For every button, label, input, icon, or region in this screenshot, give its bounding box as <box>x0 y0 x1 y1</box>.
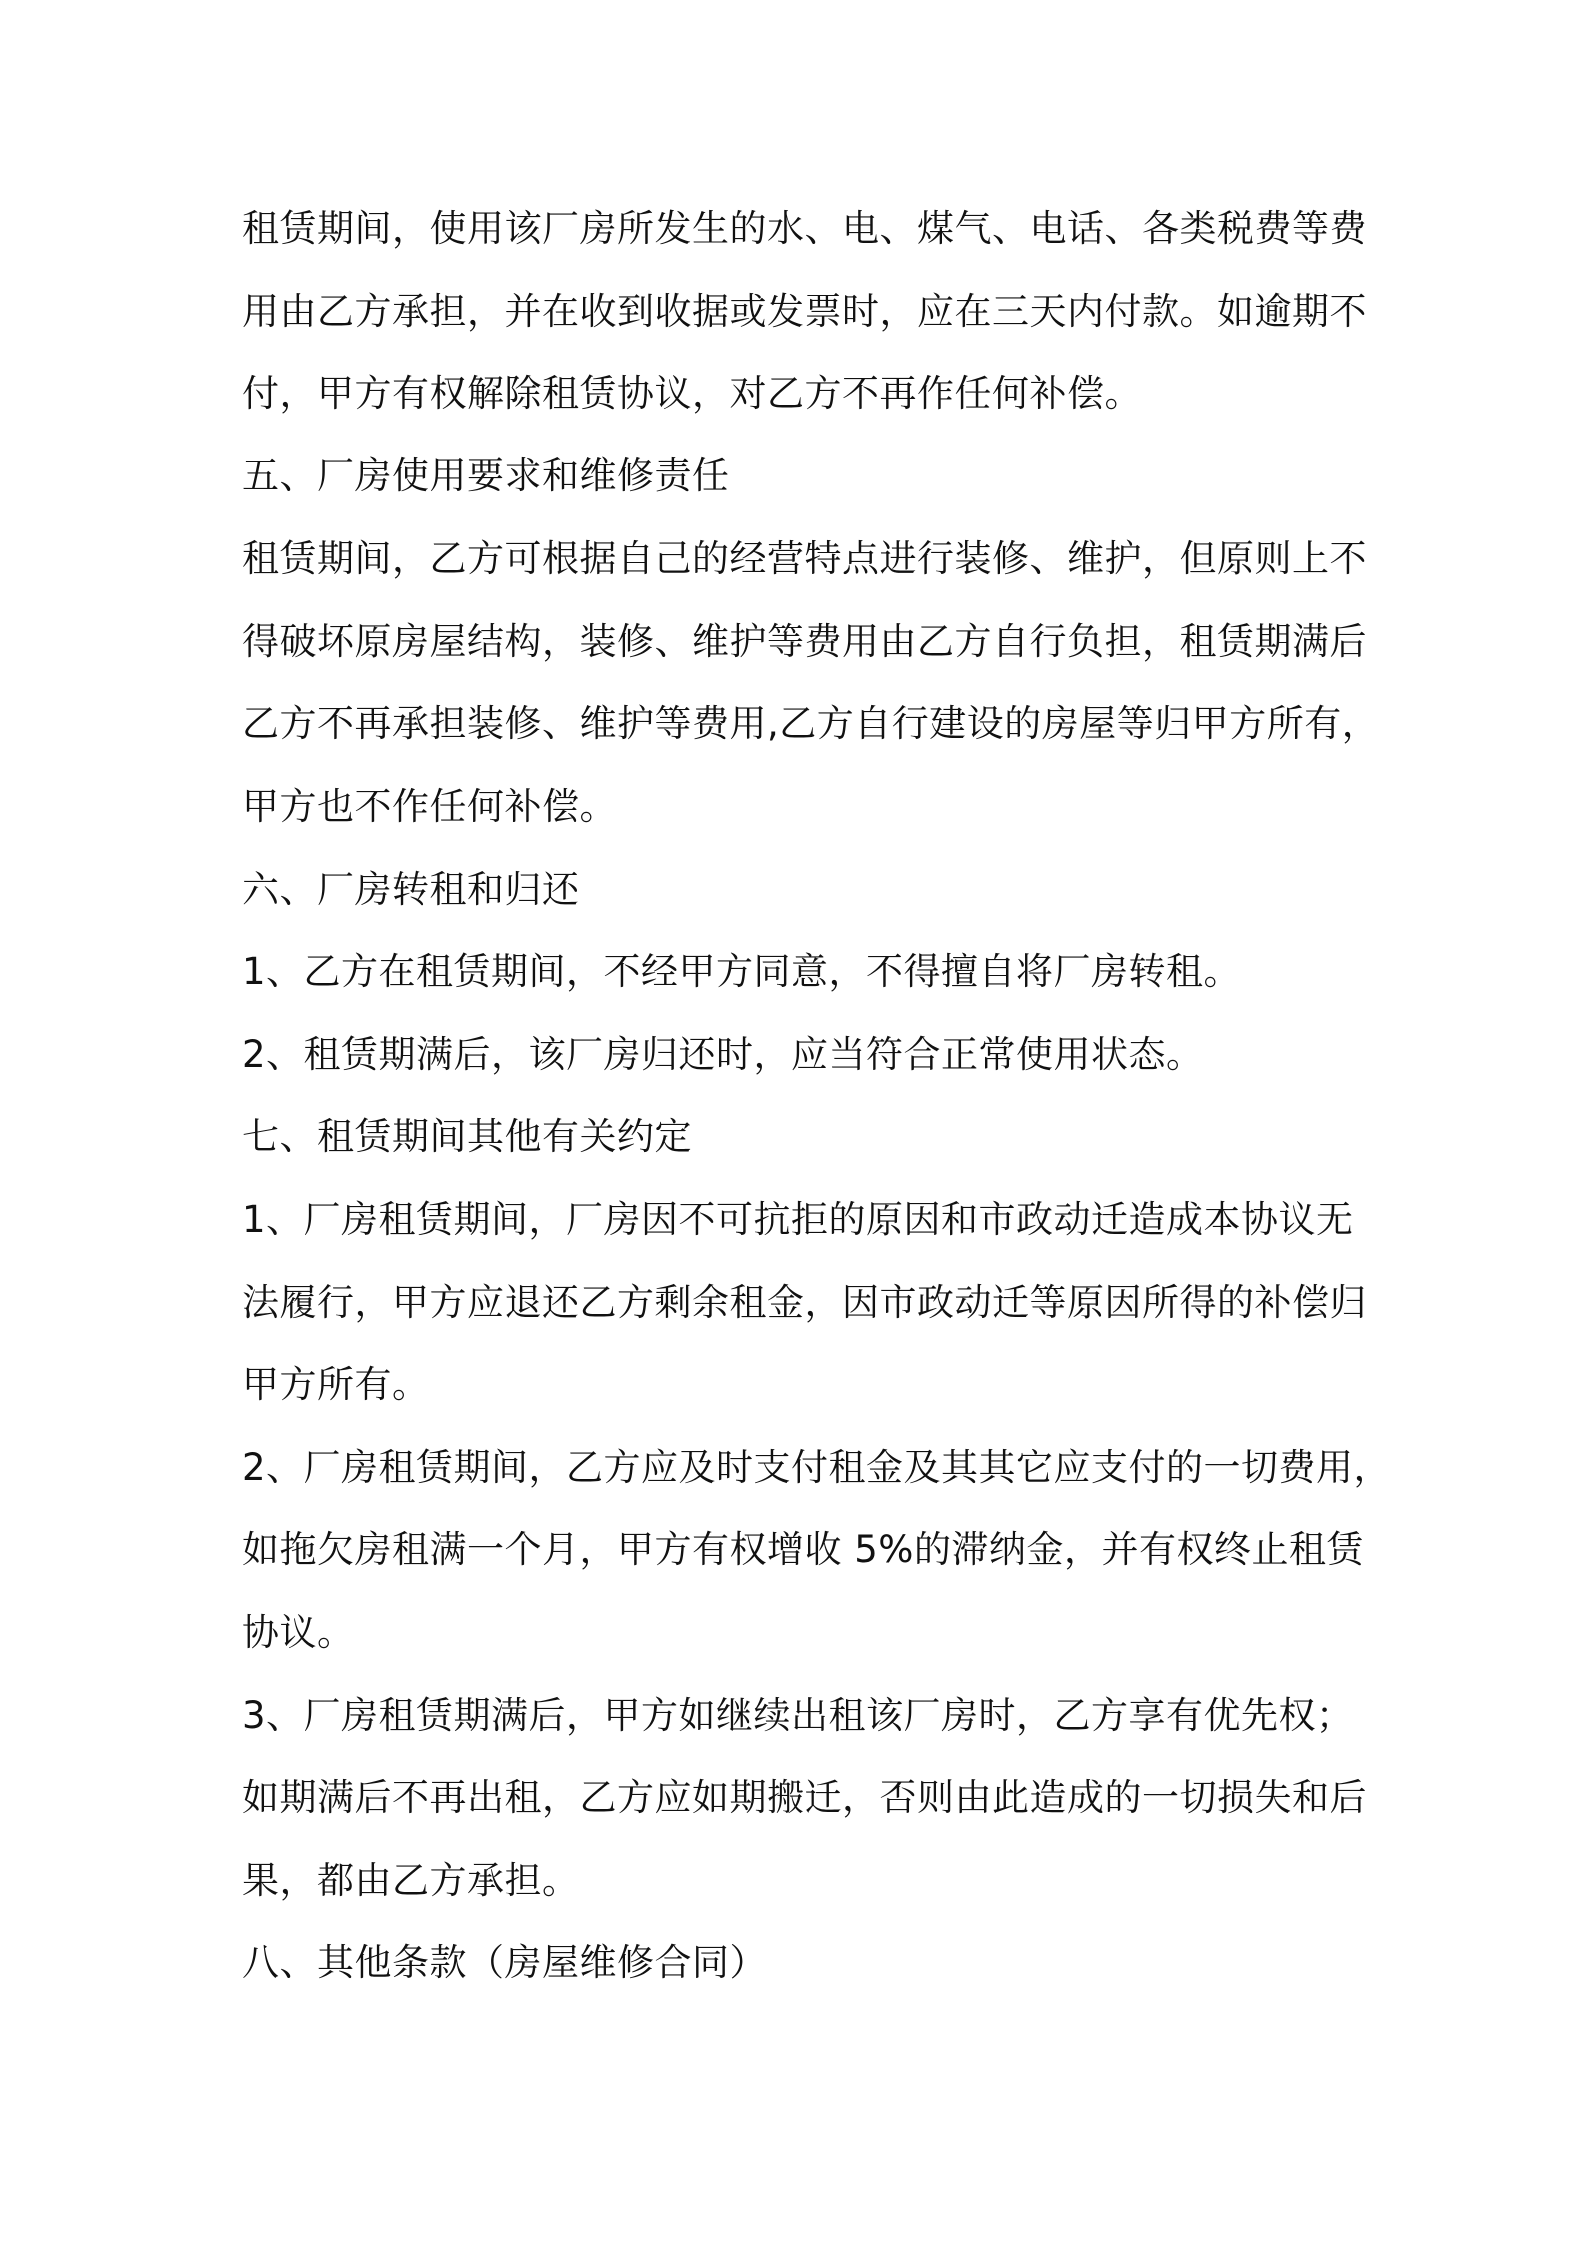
paragraph-line: 协议。 <box>242 1611 355 1654</box>
paragraph-line: 甲方也不作任何补偿。 <box>242 785 617 828</box>
section-heading: 八、其他条款（房屋维修合同） <box>242 1941 767 1984</box>
list-item: 1、乙方在租赁期间，不经甲方同意，不得擅自将厂房转租。 <box>242 950 1242 993</box>
paragraph-line: 租赁期间，乙方可根据自己的经营特点进行装修、维护，但原则上不 <box>242 537 1367 580</box>
paragraph-line: 乙方不再承担装修、维护等费用,乙方自行建设的房屋等归甲方所有， <box>242 702 1380 745</box>
paragraph-line: 租赁期间，使用该厂房所发生的水、电、煤气、电话、各类税费等费 <box>242 207 1367 250</box>
paragraph-line: 得破坏原房屋结构，装修、维护等费用由乙方自行负担，租赁期满后 <box>242 620 1367 663</box>
paragraph-line: 果，都由乙方承担。 <box>242 1859 580 1902</box>
section-heading: 六、厂房转租和归还 <box>242 868 580 911</box>
paragraph-line: 用由乙方承担，并在收到收据或发票时，应在三天内付款。如逾期不 <box>242 290 1367 333</box>
paragraph-line: 付，甲方有权解除租赁协议，对乙方不再作任何补偿。 <box>242 372 1142 415</box>
section-heading: 五、厂房使用要求和维修责任 <box>242 454 730 497</box>
paragraph-line: 如拖欠房租满一个月，甲方有权增收 5%的滞纳金，并有权终止租赁 <box>242 1528 1364 1571</box>
list-item: 1、厂房租赁期间，厂房因不可抗拒的原因和市政动迁造成本协议无 <box>242 1198 1354 1241</box>
paragraph-line: 如期满后不再出租，乙方应如期搬迁，否则由此造成的一切损失和后 <box>242 1776 1367 1819</box>
paragraph-line: 法履行，甲方应退还乙方剩余租金，因市政动迁等原因所得的补偿归 <box>242 1281 1367 1324</box>
list-item: 3、厂房租赁期满后，甲方如继续出租该厂房时，乙方享有优先权； <box>242 1694 1354 1737</box>
paragraph-line: 甲方所有。 <box>242 1363 430 1406</box>
list-item: 2、租赁期满后，该厂房归还时，应当符合正常使用状态。 <box>242 1033 1204 1076</box>
section-heading: 七、租赁期间其他有关约定 <box>242 1115 692 1158</box>
list-item: 2、厂房租赁期间，乙方应及时支付租金及其其它应支付的一切费用， <box>242 1446 1392 1489</box>
